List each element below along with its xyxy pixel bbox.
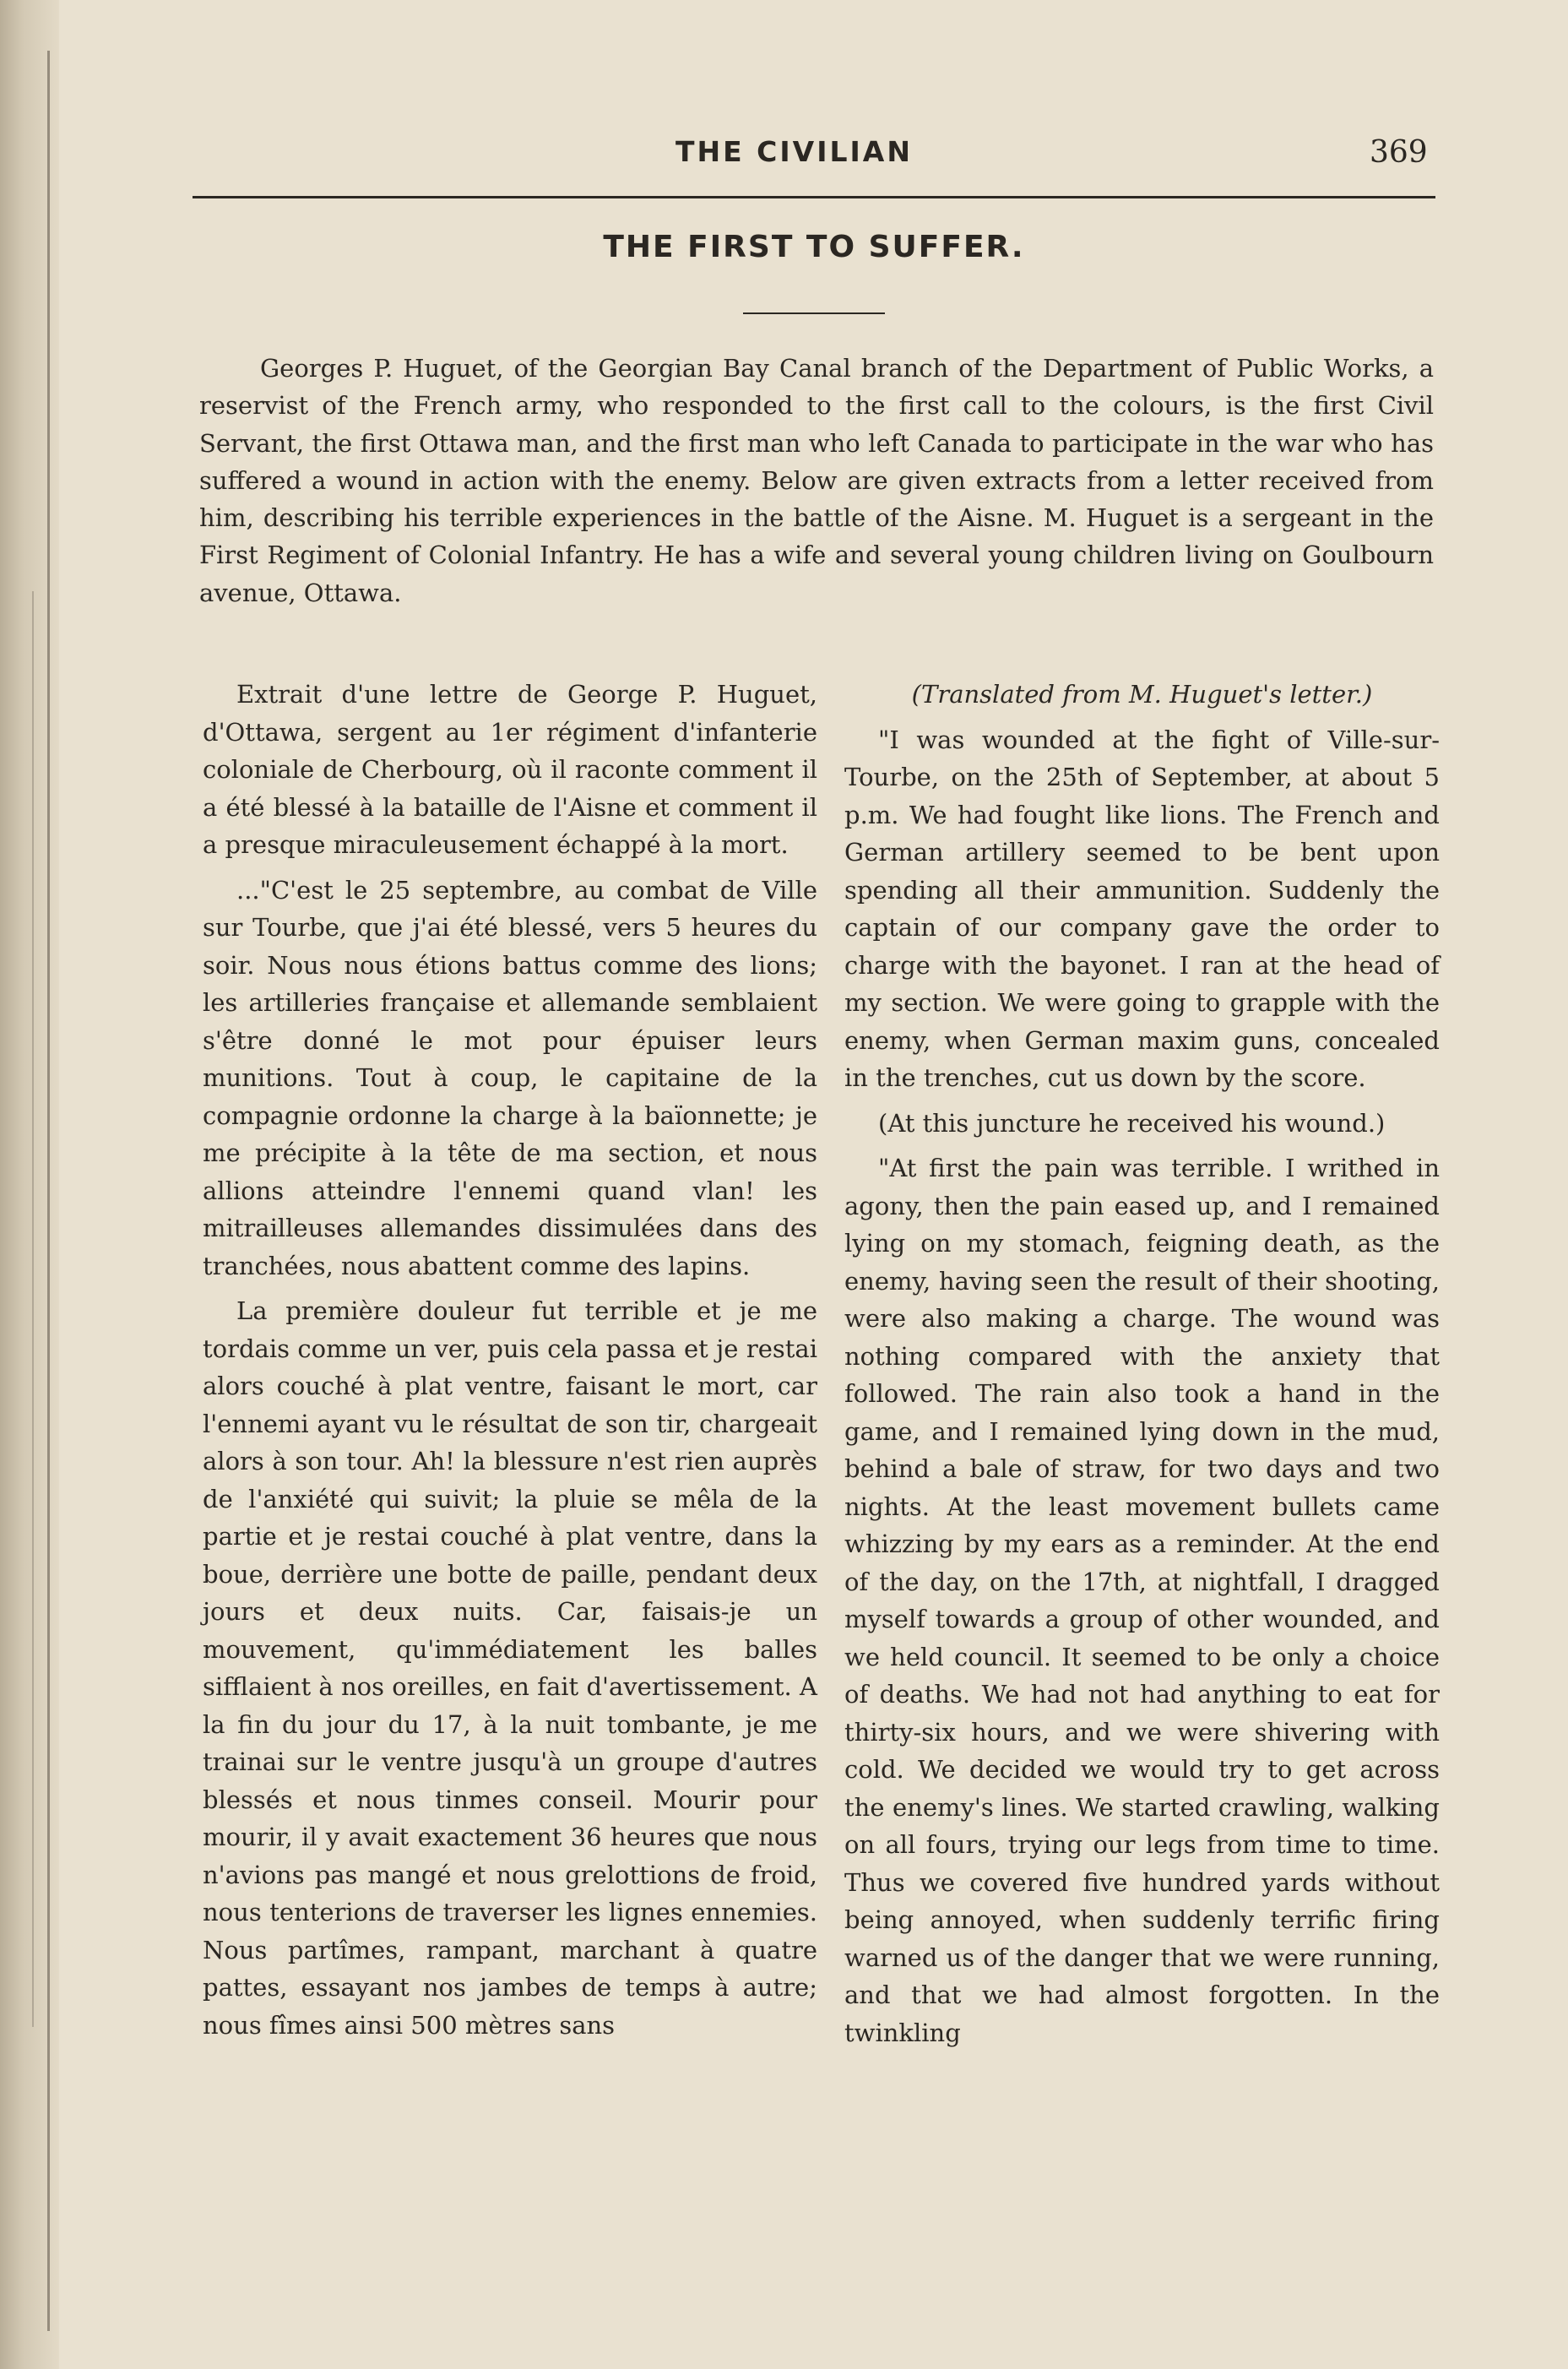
running-head xyxy=(0,135,1568,186)
english-paragraph: (At this juncture he received his wound.) xyxy=(878,1108,1386,1138)
english-column xyxy=(844,676,1440,2059)
english-paragraph: "I was wounded at the fight of Ville-sur-Tourbe, on the 25th of September, at about 5 p.m. We had fought like lions. The French and German artillery seemed to be bent upon spending all their ammunition. Suddenly the captain of our company gave the order to charge with the bayonet. I ran at the head of my section. We were going to grapple with the enemy, when German maxim guns, concealed in the trenches, cut us down by the score. xyxy=(844,725,1440,1092)
page-number: 369 xyxy=(1370,135,1428,170)
translation-note: (Translated from M. Huguet's letter.) xyxy=(911,680,1373,709)
french-column xyxy=(203,676,817,2051)
binding-shadow-inner xyxy=(32,591,34,2027)
french-paragraph: ..."C'est le 25 septembre, au combat de Ville sur Tourbe, que j'ai été blessé, vers 5 heures du soir. Nous nous étions battus comme des lions; les artilleries française et allemande semblaient s'être donné le mot pour épuiser leurs munitions. Tout à coup, le capitaine de la compagnie ordonne la charge à la baïonnette; je me précipite à la tête de ma section, et nous allions atteindre l'ennemi quand vlan! les mitrailleuses allemandes dissimulées dans des tranchées, nous abattent comme des lapins. xyxy=(203,875,817,1280)
title-divider xyxy=(743,312,885,314)
french-paragraph: La première douleur fut terrible et je me tordais comme un ver, puis cela passa et je restai alors couché à plat ventre, faisant le mort, car l'ennemi ayant vu le résultat de son tir, chargeait alors à son tour. Ah! la blessure n'est rien auprès de l'anxiété qui suivit; la pluie se mêla de la partie et je restai couché à plat ventre, dans la boue, derrière une botte de paille, pendant deux jours et deux nuits. Car, faisais-je un mouvement, qu'immédiatement les balles sifflaient à nos oreilles, en fait d'avertissement. A la fin du jour du 17, à la nuit tombante, je me trainai sur le ventre jusqu'à un groupe d'autres blessés et nous tinmes conseil. Mourir pour mourir, il y avait exactement 36 heures que nous n'avions pas mangé et nous grelottions de froid, nous tenterions de traverser les lignes ennemies. Nous partîmes, rampant, marchant à quatre pattes, essayant nos jambes de temps à autre; nous fîmes ainsi 500 mètres sans xyxy=(203,1296,817,2040)
header-rule xyxy=(193,196,1435,198)
running-title: THE CIVILIAN xyxy=(675,135,913,168)
page-gutter xyxy=(0,0,59,2369)
intro-paragraph: Georges P. Huguet, of the Georgian Bay Canal branch of the Department of Public Works, a reservist of the French army, who responded to the first call to the colours, is the first Civil Servant, the first Ottawa man, and the first man who left Canada to participate in the war who has suffered a wound in action with the enemy. Below are given extracts from a letter received from him, describing his terrible experiences in the battle of the Aisne. M. Huguet is a sergeant in the First Regiment of Colonial Infantry. He has a wife and several young children living on Goulbourn avenue, Ottawa. xyxy=(199,354,1434,607)
english-paragraph: "At first the pain was terrible. I writhed in agony, then the pain eased up, and I remained lying on my stomach, feigning death, as the enemy, having seen the result of their shooting, were also making a charge. The wound was nothing compared with the anxiety that followed. The rain also took a hand in the game, and I remained lying down in the mud, behind a bale of straw, for two days and two nights. At the least movement bullets came whizzing by my ears as a reminder. At the end of the day, on the 17th, at nightfall, I dragged myself towards a group of other wounded, and we held council. It seemed to be only a choice of deaths. We had not had anything to eat for thirty-six hours, and we were shivering with cold. We decided we would try to get across the enemy's lines. We started crawling, walking on all fours, trying our legs from time to time. Thus we covered five hundred yards without being annoyed, when suddenly terrific firing warned us of the danger that we were running, and that we had almost forgotten. In the twinkling xyxy=(844,1154,1440,2047)
article-title: THE FIRST TO SUFFER. xyxy=(603,230,1025,264)
french-paragraph: Extrait d'une lettre de George P. Huguet, d'Ottawa, sergent au 1er régiment d'infanterie coloniale de Cherbourg, où il raconte comment il a été blessé à la bataille de l'Aisne et comment il a presque miraculeusement échappé à la mort. xyxy=(203,680,817,859)
binding-shadow xyxy=(47,51,50,2331)
